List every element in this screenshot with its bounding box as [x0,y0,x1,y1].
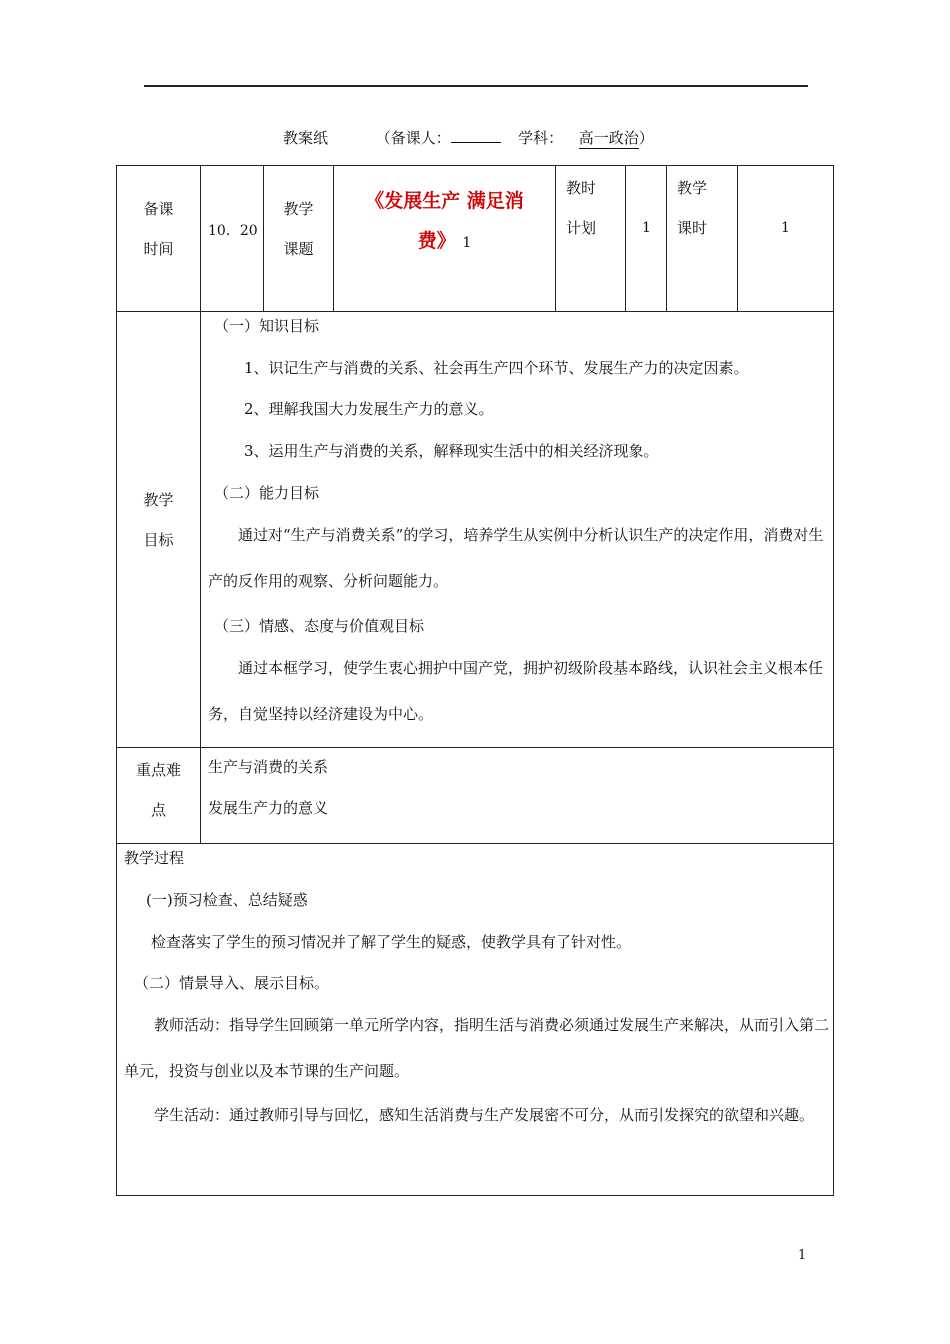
objectives-label: 教学 目标 [143,491,174,549]
date-value: 10．20 [208,223,258,239]
plan-label: 教时 计划 [566,179,597,237]
key-points-label: 重点难 点 [135,761,181,819]
process-heading: 教学过程 [124,849,185,867]
period-label: 教学 课时 [677,179,708,237]
key-point-2: 发展生产力的意义 [208,799,329,817]
preparer-blank [451,128,501,143]
close-paren: ） [638,129,654,147]
knowledge-item-1: 1、识记生产与消费的关系、社会再生产四个环节、发展生产力的决定因素。 [244,359,749,377]
emotion-text: 通过本框学习，使学生衷心拥护中国产党，拥护初级阶段基本路线，认识社会主义根本任务，自觉坚持以经济建设为中心。 [208,659,824,723]
knowledge-heading: （一）知识目标 [214,317,320,335]
emotion-heading: （三）情感、态度与价值观目标 [214,617,425,635]
knowledge-item-2: 2、理解我国大力发展生产力的意义。 [244,400,494,418]
step2-heading: （二）情景导入、展示目标。 [134,974,330,992]
student-activity: 学生活动：通过教师引导与回忆，感知生活消费与生产发展密不可分，从而引发探究的欲望和兴趣。 [154,1106,815,1124]
preparer-label: （备课人： [375,129,451,147]
period-value: 1 [781,220,790,236]
step1-heading: (一)预习检查、总结疑惑 [146,891,308,909]
date-label: 备课 时间 [143,200,174,258]
ability-heading: （二）能力目标 [214,484,320,502]
teacher-activity: 教师活动：指导学生回顾第一单元所学内容，指明生活与消费必须通过发展生产来解决，从而引入第二单元，投资与创业以及本节课的生产问题。 [124,1016,830,1080]
key-point-1: 生产与消费的关系 [208,758,329,776]
step1-text: 检查落实了学生的预习情况并了解了学生的疑惑，使教学具有了针对性。 [151,933,632,951]
page-number: 1 [798,1248,807,1263]
top-rule [144,85,808,87]
ability-text: 通过对“生产与消费关系”的学习，培养学生从实例中分析认识生产的决定作用，消费对生产的反作用的观察、分析问题能力。 [208,526,824,590]
doc-label: 教案纸 [283,129,329,147]
topic-label: 教学 课题 [283,200,314,258]
lesson-title: 《发展生产 满足消 费》 1 [365,190,524,252]
document-heading [283,127,703,149]
plan-value: 1 [642,220,651,236]
subject-value: 高一政治 [578,129,639,147]
knowledge-item-3: 3、运用生产与消费的关系，解释现实生活中的相关经济现象。 [244,442,659,460]
subject-label: 学科： [518,129,564,147]
